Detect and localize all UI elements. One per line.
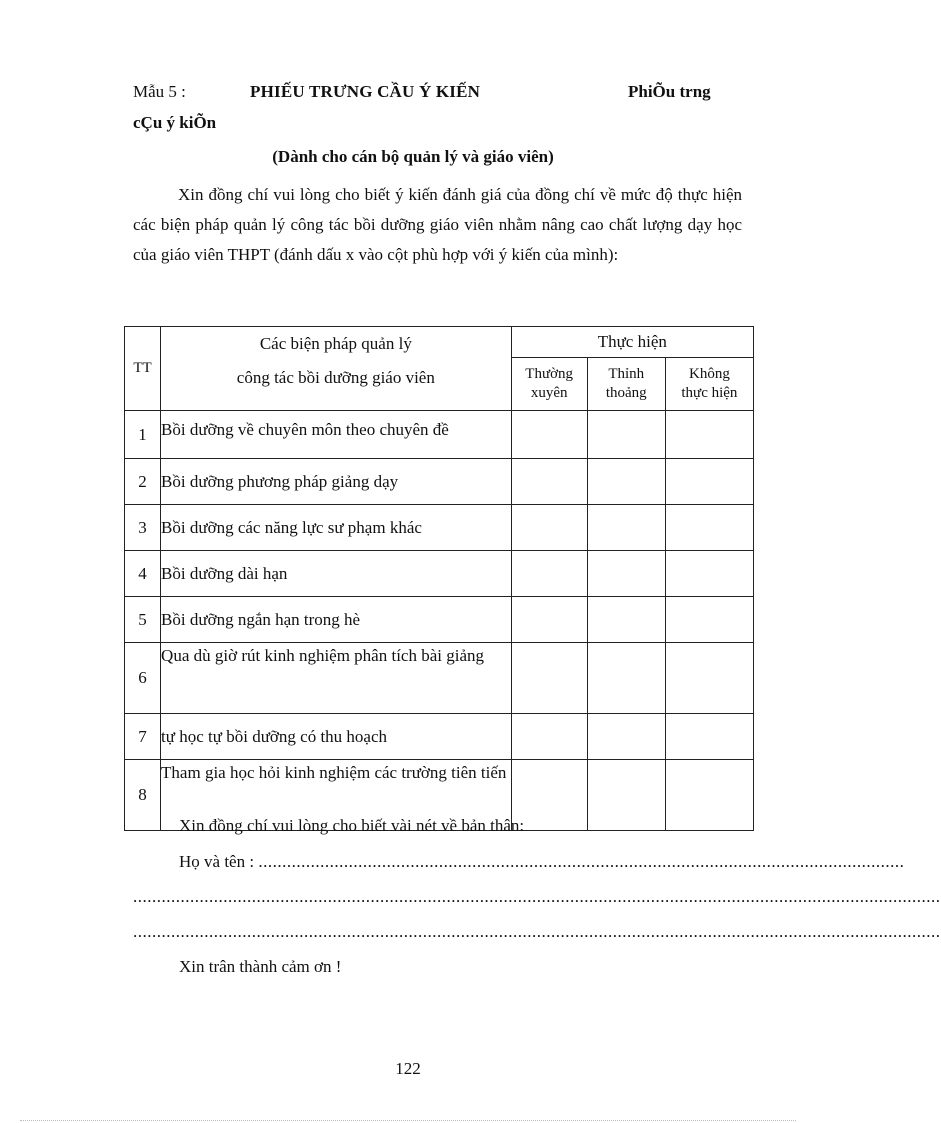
check-cell-often[interactable] [511,714,587,760]
header-often [511,358,587,411]
name-field-line [179,852,905,872]
header-never [665,358,753,411]
row-number: 3 [125,505,161,551]
check-cell-often[interactable] [511,505,587,551]
check-cell-never[interactable] [665,714,753,760]
check-cell-often[interactable] [511,459,587,505]
row-measure: Bồi dưỡng các năng lực sư phạm khác [161,505,512,551]
closing-thanks: Xin trân thành cảm ơn ! [179,957,342,976]
form-subtitle: (Dành cho cán bộ quản lý và giáo viên) [272,147,554,166]
table-row [125,551,754,597]
header-never-line1: Không [688,366,730,382]
row-measure: Bồi dưỡng dài hạn [161,551,512,597]
table-row [125,411,754,459]
survey-table [124,326,754,831]
check-cell-sometimes[interactable] [587,459,665,505]
form-code: Mẫu 5 : [133,82,186,101]
header-tt: TT [125,327,161,411]
fill-line[interactable]: .......................................................................................................................................................................... [133,922,941,941]
check-cell-often[interactable] [511,643,587,714]
page-number: 122 [395,1059,421,1078]
table-row [125,714,754,760]
header-never-line2: thực hiện [681,385,738,401]
check-cell-never[interactable] [665,760,753,831]
form-title-garbled-continued: cÇu ý kiÕn [133,113,217,132]
check-cell-sometimes[interactable] [587,411,665,459]
header-measures [161,327,512,411]
check-cell-sometimes[interactable] [587,505,665,551]
intro-paragraph: Xin đồng chí vui lòng cho biết ý kiến đánh giá của đồng chí về mức độ thực hiện các biện pháp quản lý công tác bồi dưỡng giáo viên nhằm nâng cao chất lượng dạy học của giáo viên THPT (đánh dấu x vào cột phù hợp với ý kiến của mình): [133,185,742,264]
table-row [125,643,754,714]
name-fill-dots[interactable]: ........................................................................................................................................ [258,852,905,871]
check-cell-never[interactable] [665,551,753,597]
check-cell-sometimes[interactable] [587,597,665,643]
table-row [125,459,754,505]
check-cell-never[interactable] [665,411,753,459]
check-cell-sometimes[interactable] [587,760,665,831]
header-sometimes-line2: thoảng [605,385,647,401]
check-cell-sometimes[interactable] [587,643,665,714]
check-cell-sometimes[interactable] [587,551,665,597]
row-number: 7 [125,714,161,760]
check-cell-sometimes[interactable] [587,714,665,760]
header-sometimes [587,358,665,411]
row-number: 2 [125,459,161,505]
row-measure: Tham gia học hỏi kinh nghiệm các trường tiên tiến [161,760,512,831]
row-number: 1 [125,411,161,459]
row-number: 6 [125,643,161,714]
row-number: 5 [125,597,161,643]
check-cell-never[interactable] [665,643,753,714]
name-label: Họ và tên : [179,852,255,871]
bio-intro: Xin đồng chí vui lòng cho biết vài nét về bản thân: [179,816,525,835]
check-cell-never[interactable] [665,597,753,643]
table-row [125,505,754,551]
header-often-line1: Thường [525,366,574,382]
fill-line[interactable]: .......................................................................................................................................................................... [133,887,941,906]
check-cell-never[interactable] [665,459,753,505]
row-number: 4 [125,551,161,597]
form-title: PHIẾU TRƯNG CẦU Ý KIẾN [250,82,481,101]
check-cell-often[interactable] [511,411,587,459]
check-cell-never[interactable] [665,505,753,551]
header-measures-line1: Các biện pháp quản lý [259,334,412,353]
check-cell-often[interactable] [511,597,587,643]
row-measure: Bồi dưỡng về chuyên môn theo chuyên đề [161,411,512,459]
row-measure: Bồi dưỡng phương pháp giảng dạy [161,459,512,505]
header-implementation: Thực hiện [511,327,753,358]
header-sometimes-line1: Thỉnh [608,366,645,382]
row-measure: Bồi dưỡng ngắn hạn trong hè [161,597,512,643]
row-measure: tự học tự bồi dưỡng có thu hoạch [161,714,512,760]
row-measure: Qua dù giờ rút kinh nghiệm phân tích bài giảng [161,643,512,714]
check-cell-often[interactable] [511,551,587,597]
form-title-garbled: PhiÕu trng [628,82,711,101]
header-often-line2: xuyên [530,385,568,401]
table-row [125,597,754,643]
row-number: 8 [125,760,161,831]
header-measures-line2: công tác bồi dưỡng giáo viên [236,368,435,387]
table-header-row [125,327,754,358]
page-bottom-divider [20,1120,796,1121]
